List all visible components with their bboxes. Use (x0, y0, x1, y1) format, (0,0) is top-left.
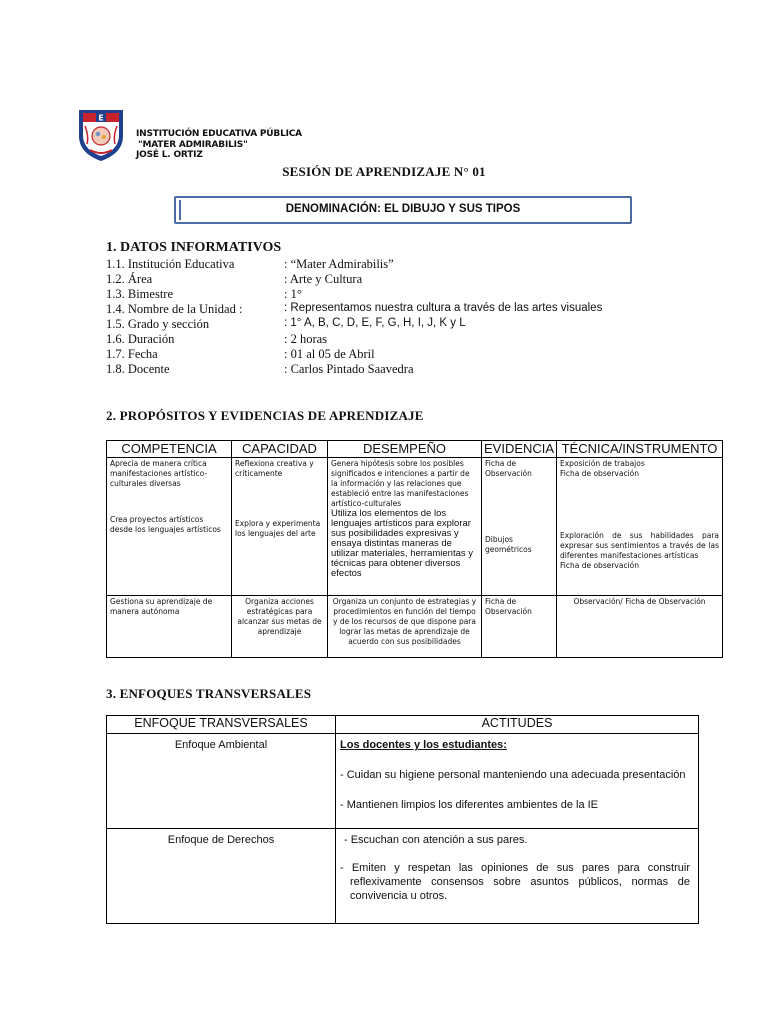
capacidad-cell: Organiza acciones estratégicas para alcanzar sus metas de aprendizaje (232, 596, 328, 658)
col-header-capacidad: CAPACIDAD (232, 441, 328, 458)
table-header-row (107, 716, 699, 734)
info-value: : 01 al 05 de Abril (284, 347, 375, 361)
info-label: 1.7. Fecha (106, 347, 158, 361)
school-line-1: INSTITUCIÓN EDUCATIVA PÚBLICA (136, 129, 302, 139)
info-value: : 2 horas (284, 332, 328, 346)
tecnica-text: Exploración de sus habilidades para expresar sus sentimientos a través de las diferentes manifestaciones artísticas (560, 531, 719, 560)
enfoque-name: Enfoque Ambiental (107, 734, 336, 829)
table-row (107, 458, 723, 596)
actitudes-lead: Los docentes y los estudiantes: (340, 739, 507, 751)
table-row (107, 829, 699, 924)
logo-letter: E (98, 113, 104, 123)
competencia-cell (107, 458, 232, 596)
col-header-enfoque: ENFOQUE TRANSVERSALES (107, 716, 336, 734)
school-line-2: "MATER ADMIRABILIS" (138, 139, 248, 150)
actitudes-cell (336, 734, 699, 829)
actitudes-cell (336, 829, 699, 924)
enfoque-name: Enfoque de Derechos (107, 829, 336, 924)
section-2-title: 2. PROPÓSITOS Y EVIDENCIAS DE APRENDIZAJE (106, 408, 424, 423)
info-label: 1.4. Nombre de la Unidad : (106, 302, 243, 316)
col-header-desempeno: DESEMPEÑO (328, 441, 482, 458)
session-title: SESIÓN DE APRENDIZAJE N° 01 (282, 164, 486, 179)
table-row (107, 734, 699, 829)
evidencia-cell (482, 458, 557, 596)
competencia-text: Crea proyectos artísticos desde los lenguajes artísticos (110, 515, 221, 534)
competencia-cell: Gestiona su aprendizaje de manera autónoma (107, 596, 232, 658)
info-label: 1.6. Duración (106, 332, 175, 346)
actitud-item: - Escuchan con atención a sus pares. (344, 834, 528, 846)
info-value: : 1° A, B, C, D, E, F, G, H, I, J, K y L (284, 317, 466, 329)
school-crest-logo (76, 106, 126, 162)
transversal-approaches-table (106, 715, 699, 924)
capacidad-cell (232, 458, 328, 596)
tecnica-text: Ficha de observación (560, 469, 640, 478)
actitud-item: - Mantienen limpios los diferentes ambientes de la IE (340, 799, 599, 811)
denomination-text: DENOMINACIÓN: EL DIBUJO Y SUS TIPOS (285, 203, 521, 215)
desempeno-text: Genera hipótesis sobre los posibles significados e intenciones a partir de la información y las relaciones que estableció entre las manifestaciones artístico-culturales (331, 459, 470, 508)
desempeno-text: Utiliza los elementos de los lenguajes artísticos para explorar sus posibilidades expresivas y ensaya distintas maneras de utilizar materiales, herramientas y técnicas para obtener diversos efectos (331, 508, 474, 579)
info-label: 1.1. Institución Educativa (106, 257, 235, 271)
evidencia-text: Ficha de Observación (485, 459, 532, 478)
col-header-evidencia: EVIDENCIA (482, 441, 557, 458)
table-header-row (107, 441, 723, 458)
info-label: 1.3. Bimestre (106, 287, 174, 301)
info-label: 1.5. Grado y sección (106, 317, 210, 331)
school-name-block (136, 129, 302, 161)
tecnica-cell (557, 458, 723, 596)
info-value: : 1° (284, 287, 302, 301)
info-label: 1.2. Área (106, 272, 153, 286)
actitud-item: - Cuidan su higiene personal manteniendo una adecuada presentación (340, 769, 686, 781)
table-row (107, 596, 723, 658)
section-1-title: 1. DATOS INFORMATIVOS (106, 240, 282, 255)
evidencia-cell: Ficha de Observación (482, 596, 557, 658)
capacidad-text: Reflexiona creativa y críticamente (235, 459, 314, 478)
actitud-item: - Emiten y respetan las opiniones de sus pares para construir reflexivamente consensos sobre asuntos públicos, normas de convivencia u otros. (340, 862, 690, 902)
info-value: : “Mater Admirabilis” (284, 257, 394, 271)
evidencia-text: Dibujos geométricos (485, 535, 532, 554)
info-label: 1.8. Docente (106, 362, 170, 376)
tecnica-text: Exposición de trabajos (560, 459, 645, 468)
col-header-competencia: COMPETENCIA (107, 441, 232, 458)
capacidad-text: Explora y experimenta los lenguajes del arte (235, 519, 321, 538)
info-value: : Arte y Cultura (284, 272, 363, 286)
desempeno-cell: Organiza un conjunto de estrategias y procedimientos en función del tiempo y de los recursos de que dispone para lograr las metas de aprendizaje de acuerdo con sus posibilidades (328, 596, 482, 658)
info-value: : Representamos nuestra cultura a través de las artes visuales (284, 302, 603, 314)
section-3-title: 3. ENFOQUES TRANSVERSALES (106, 686, 312, 701)
info-value: : Carlos Pintado Saavedra (284, 362, 414, 376)
col-header-tecnica: TÉCNICA/INSTRUMENTO (557, 441, 723, 458)
col-header-actitudes: ACTITUDES (336, 716, 699, 734)
tecnica-cell: Observación/ Ficha de Observación (557, 596, 723, 658)
school-line-3: JOSÉ L. ORTIZ (136, 150, 203, 160)
tecnica-text: Ficha de observación (560, 561, 640, 570)
competencia-text: Aprecia de manera crítica manifestaciones artístico-culturales diversas (110, 459, 208, 488)
desempeno-cell (328, 458, 482, 596)
competencies-table (106, 440, 723, 658)
